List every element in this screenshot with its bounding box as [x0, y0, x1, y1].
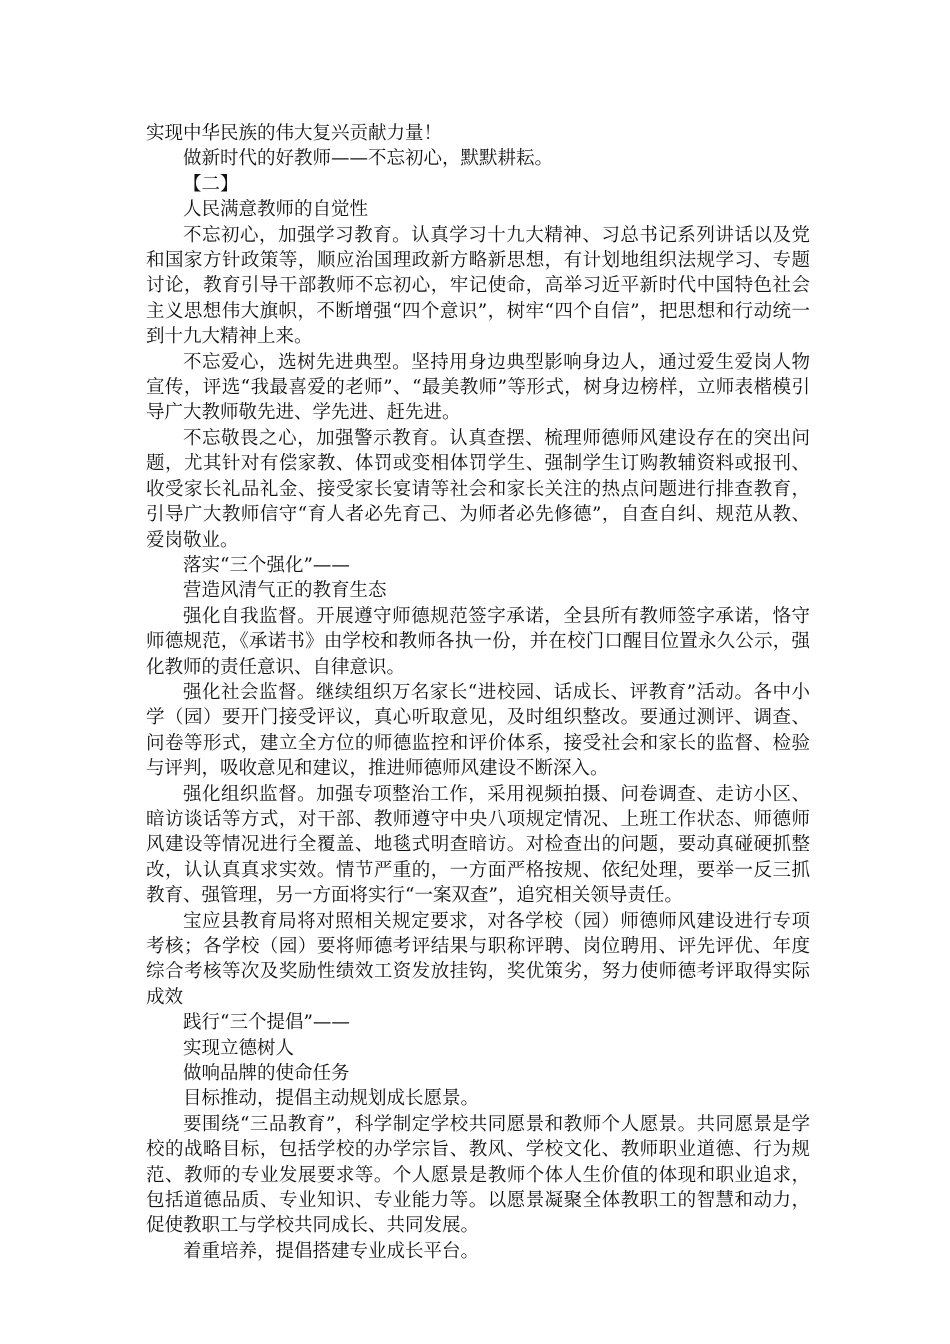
paragraph: 着重培养，提倡搭建专业成长平台。 [183, 1240, 480, 1262]
subheading: 做响品牌的使命任务 [183, 1063, 350, 1085]
subheading: 人民满意教师的自觉性 [183, 199, 369, 221]
subheading: 落实“三个强化”—— [183, 554, 350, 576]
paragraph: 强化组织监督。加强专项整治工作，采用视频拍摄、问卷调查、走访小区、暗访谈话等方式，对干部、教师遵守中央八项规定情况、上班工作状态、师德师风建设等情况进行全覆盖、地毯式明查暗访。对检查出的问题，要动真碰硬抓整改，认认真真求实效。情节严重的，一方面严格按规、依纪处理，要举一反三抓教育、强管理，另一方面将实行“一案双查”，追究相关领导责任。 [146, 783, 810, 907]
paragraph: 不忘敬畏之心，加强警示教育。认真查摆、梳理师德师风建设存在的突出问题，尤其针对有偿家教、体罚或变相体罚学生、强制学生订购教辅资料或报刊、收受家长礼品礼金、接受家长宴请等社会和家长关注的热点问题进行排查教育，引导广大教师信守“育人者必先育己、为师者必先修德”，自查自纠、规范从教、爱岗敬业。 [146, 427, 810, 551]
paragraph: 实现中华民族的伟大复兴贡献力量！ [146, 123, 443, 144]
paragraph: 做新时代的好教师——不忘初心，默默耕耘。 [183, 148, 554, 170]
paragraph: 要围绕“三品教育”，科学制定学校共同愿景和教师个人愿景。共同愿景是学校的战略目标，包括学校的办学宗旨、教风、学校文化、教师职业道德、行为规范、教师的专业发展要求等。个人愿景是教师个体人生价值的体现和职业追求，包括道德品质、专业知识、专业能力等。以愿景凝聚全体教职工的智慧和动力，促使教职工与学校共同成长、共同发展。 [146, 1113, 810, 1237]
paragraph: 不忘初心，加强学习教育。认真学习十九大精神、习总书记系列讲话以及党和国家方针政策等，顺应治国理政新方略新思想，有计划地组织法规学习、专题讨论，教育引导干部教师不忘初心，牢记使命，高举习近平新时代中国特色社会主义思想伟大旗帜，不断增强“四个意识”，树牢“四个自信”，把思想和行动统一到十九大精神上来。 [146, 224, 810, 348]
paragraph: 强化社会监督。继续组织万名家长“进校园、话成长、评教育”活动。各中小学（园）要开门接受评议，真心听取意见，及时组织整改。要通过测评、调查、问卷等形式，建立全方位的师德监控和评价体系，接受社会和家长的监督、检验与评判，吸收意见和建议，推进师德师风建设不断深入。 [146, 681, 810, 780]
document-page [146, 121, 810, 1264]
section-heading: 【二】 [183, 173, 239, 195]
subheading: 践行“三个提倡”—— [183, 1012, 350, 1034]
paragraph: 宝应县教育局将对照相关规定要求，对各学校（园）师德师风建设进行专项考核；各学校（园）要将师德考评结果与职称评聘、岗位聘用、评先评优、年度综合考核等次及奖励性绩效工资发放挂钩，奖优策劣，努力使师德考评取得实际成效 [146, 910, 810, 1008]
subheading: 营造风清气正的教育生态 [183, 580, 387, 602]
paragraph: 不忘爱心，选树先进典型。坚持用身边典型影响身边人，通过爱生爱岗人物宣传，评选“我最喜爱的老师”、“最美教师”等形式，树身边榜样，立师表楷模引导广大教师敬先进、学先进、赶先进。 [146, 351, 810, 424]
subheading: 实现立德树人 [183, 1037, 295, 1059]
paragraph: 强化自我监督。开展遵守师德规范签字承诺，全县所有教师签字承诺，恪守师德规范，《承诺书》由学校和教师各执一份，并在校门口醒目位置永久公示，强化教师的责任意识、自律意识。 [146, 605, 810, 678]
paragraph: 目标推动，提倡主动规划成长愿景。 [183, 1088, 480, 1110]
